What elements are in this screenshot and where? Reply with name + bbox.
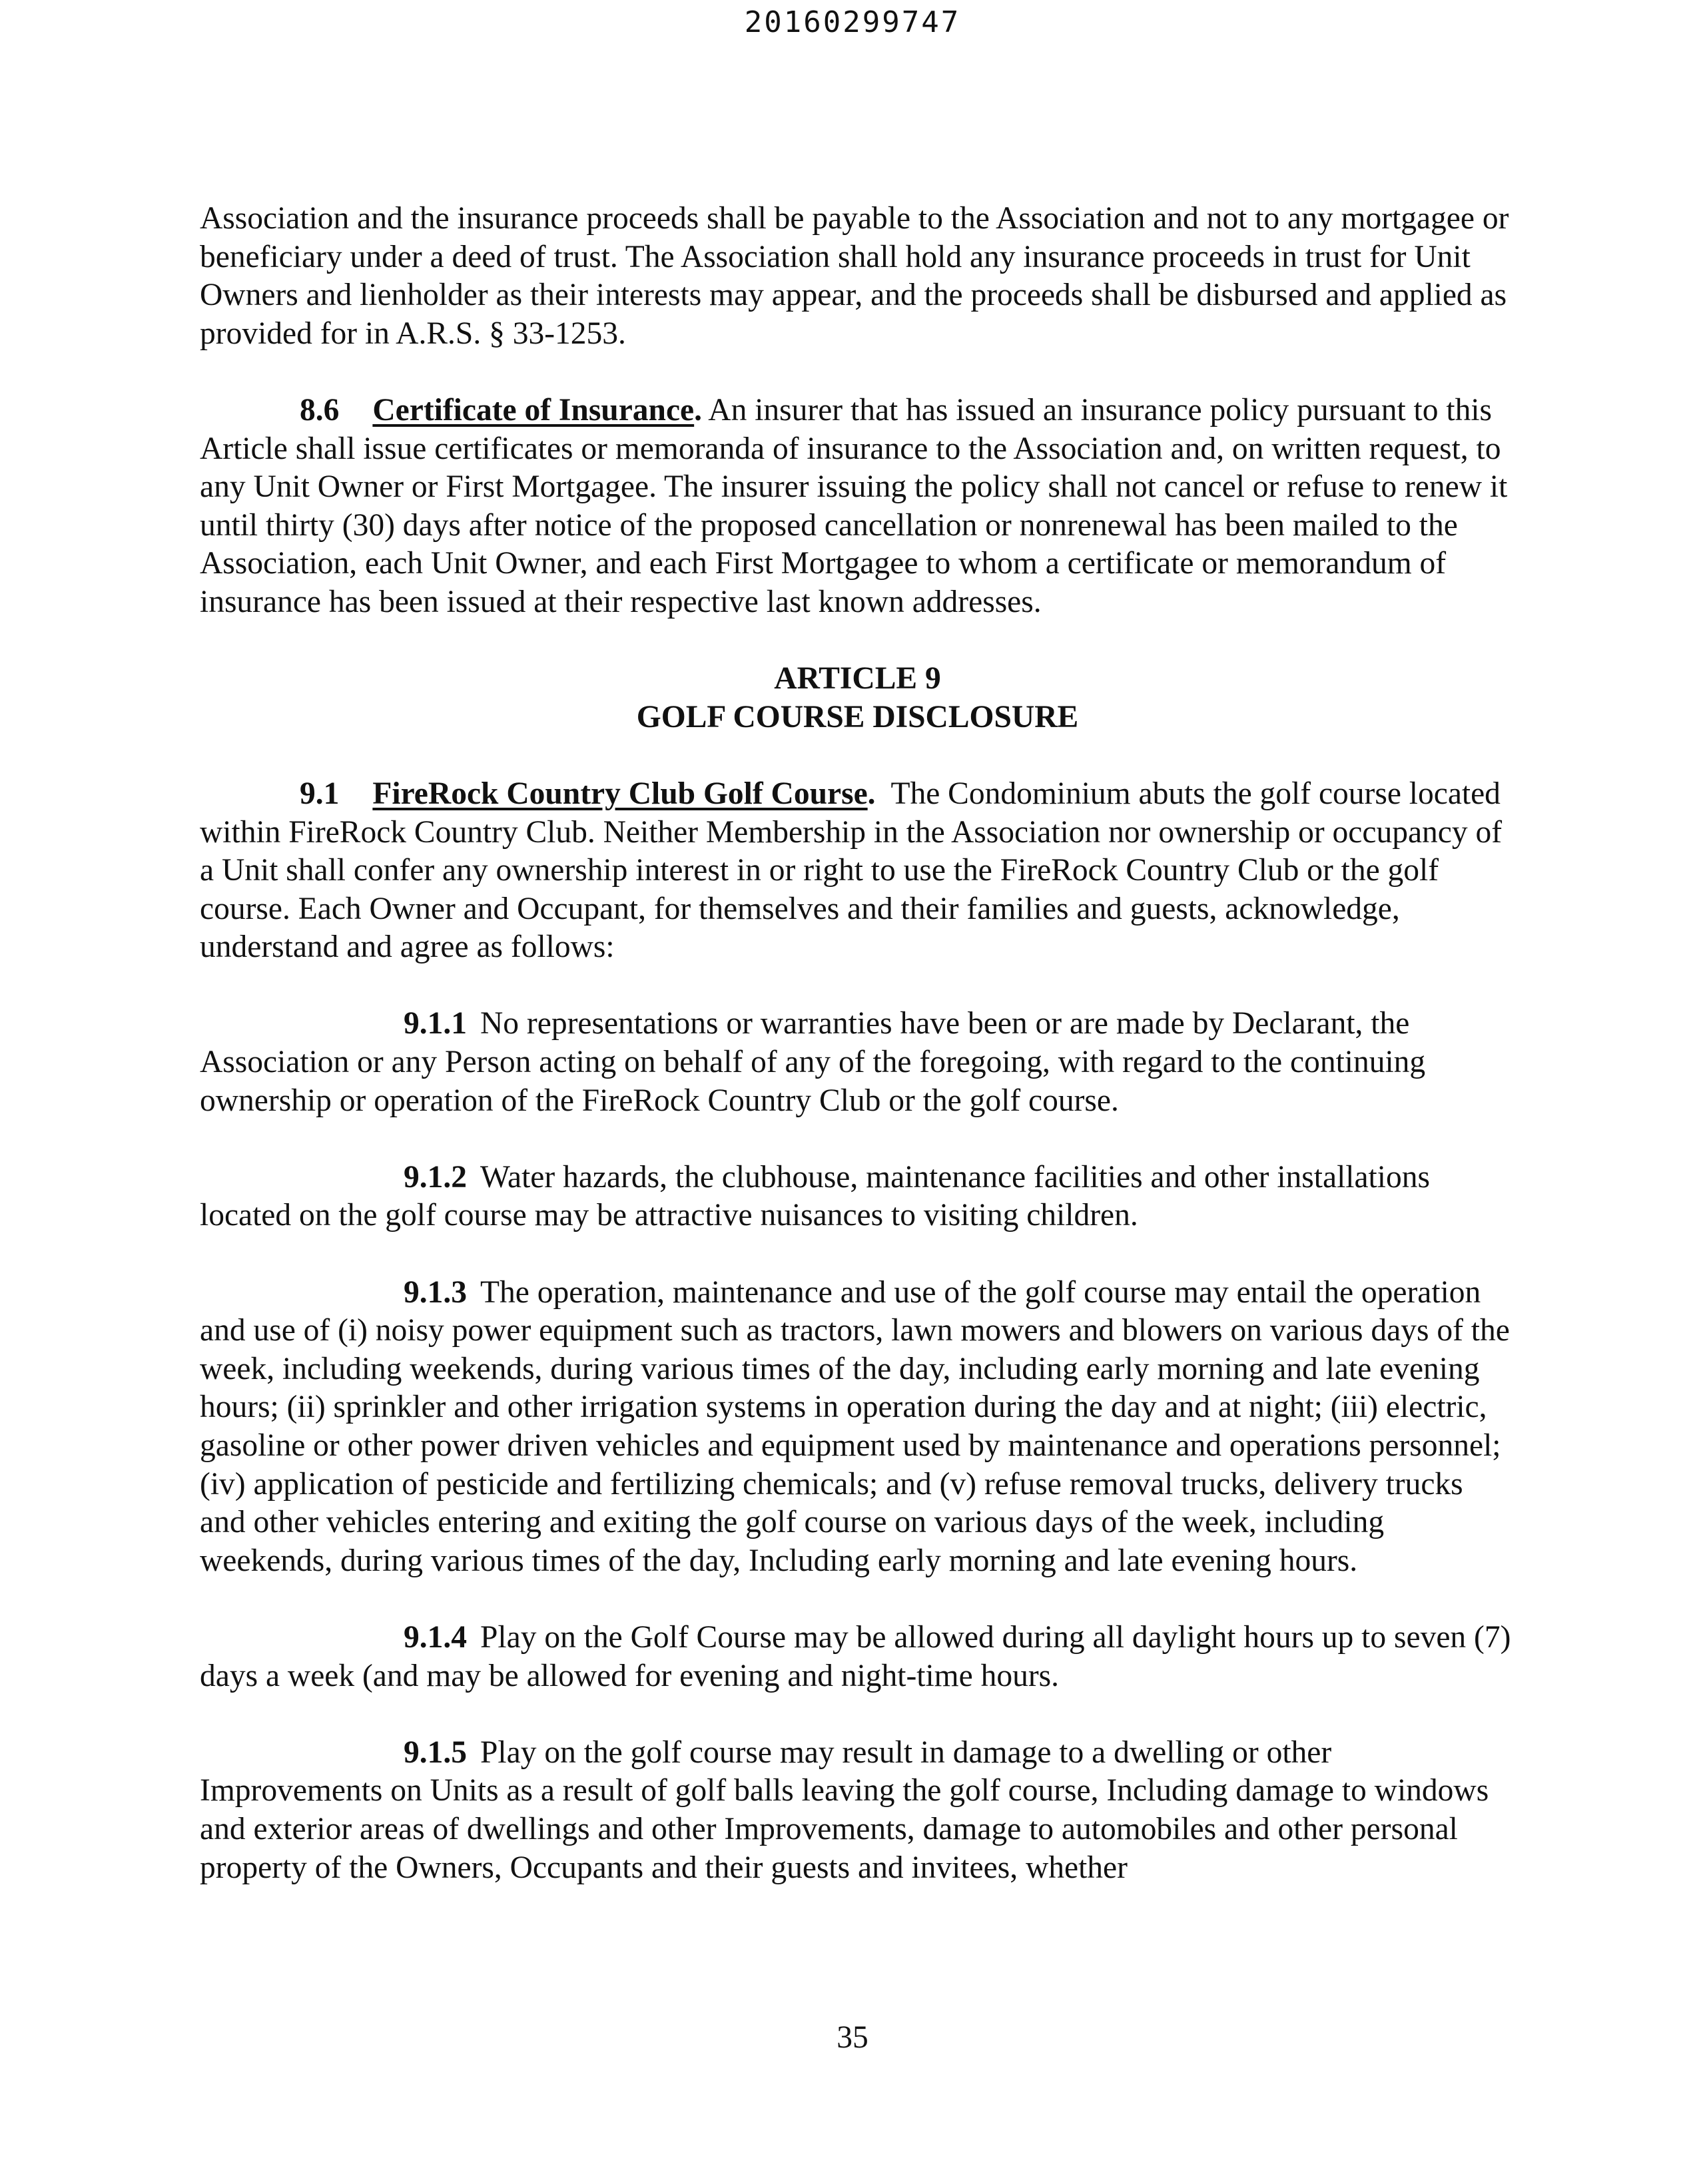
section-text: The Condominium abuts the golf course located within FireRock Country Club. Neither Membership in the Association nor ownership or occupancy of a Unit shall confer any ownership interest in or right to use the FireRock Country Club or the golf course. Each Owner and Occupant, for themselves and their families and guests, acknowledge, understand and agree as follows: (200, 776, 1503, 965)
subsection-9-1-5 (200, 1734, 1515, 1887)
subsection-text: Play on the golf course may result in damage to a dwelling or other Improvements on Units as a result of golf balls leaving the golf course, Including damage to windows and exterior areas of dwellings and other Improvements, damage to automobiles and other personal property of the Owners, Occupants and their guests and invitees, whether (200, 1735, 1489, 1885)
subsection-number: 9.1.4 (404, 1619, 467, 1655)
subsection-text: Water hazards, the clubhouse, maintenance facilities and other installations located on the golf course may be attractive nuisances to visiting children. (200, 1159, 1430, 1233)
subsection-9-1-4 (200, 1619, 1515, 1695)
subsection-number: 9.1.3 (404, 1274, 467, 1310)
subsection-9-1-2 (200, 1159, 1515, 1235)
section-9-1: 9.1 FireRock Country Club Golf Course. The Condominium abuts the golf course located within FireRock Country Club. Neither Membership in the Association nor ownership or occupancy of a Unit shall confer any ownership interest in or right to use the FireRock Country Club or the golf course. Each Owner and Occupant, for themselves and their families and guests, acknowledge, understand and agree as follows: (200, 776, 1503, 965)
subsection-text: The operation, maintenance and use of the golf course may entail the operation and use of (i) noisy power equipment such as tractors, lawn mowers and blowers on various days of the week, including weekends, during various times of the day, including early morning and late evening hours; (ii) sprinkler and other irrigation systems in operation during the day and at night; (iii) electric, gasoline or other power driven vehicles and equipment used by maintenance and operations personnel; (iv) application of pesticide and fertilizing chemicals; and (v) refuse removal trucks, delivery trucks and other vehicles entering and exiting the golf course on various days of the week, including weekends, during various times of the day, Including early morning and late evening hours. (200, 1274, 1510, 1578)
subsection-9-1-3 (200, 1274, 1515, 1581)
document-number: 20160299747 (744, 5, 961, 39)
subsection-number: 9.1.2 (404, 1159, 467, 1195)
article-label: ARTICLE 9 (774, 661, 941, 696)
page-number: 35 (837, 2020, 868, 2055)
subsection-9-1-1 (200, 1005, 1515, 1120)
continuation-paragraph: Association and the insurance proceeds shall be payable to the Association and not to any mortgagee or beneficiary under a deed of trust. The Association shall hold any insurance proceeds in trust for Unit Owners and lienholder as their interests may appear, and the proceeds shall be disbursed and applied as provided for in A.R.S. § 33-1253. (200, 201, 1509, 351)
article-header (200, 660, 1515, 736)
section-text: An insurer that has issued an insurance policy pursuant to this Article shall issue certificates or memoranda of insurance to the Association and, on written request, to any Unit Owner or First Mortgagee. The insurer issuing the policy shall not cancel or refuse to renew it until thirty (30) days after notice of the proposed cancellation or nonrenewal has been mailed to the Association, each Unit Owner, and each First Mortgagee to whom a certificate or memorandum of insurance has been issued at their respective last known addresses. (200, 392, 1508, 619)
article-title: GOLF COURSE DISCLOSURE (636, 699, 1079, 734)
subsection-number: 9.1.5 (404, 1735, 467, 1770)
subsection-text: Play on the Golf Course may be allowed during all daylight hours up to seven (7) days a week (and may be allowed for evening and night-time hours. (200, 1619, 1511, 1693)
section-number: 8.6 (300, 392, 340, 427)
document-body (200, 200, 1515, 1926)
section-heading: Certificate of Insurance (372, 392, 695, 427)
subsection-text: No representations or warranties have been or are made by Declarant, the Association or any Person acting on behalf of any of the foregoing, with regard to the continuing ownership or operation of the FireRock Country Club or the golf course. (200, 1006, 1426, 1118)
section-number: 9.1 (300, 776, 340, 811)
subsection-number: 9.1.1 (404, 1006, 467, 1041)
section-heading: FireRock Country Club Golf Course (372, 776, 868, 811)
section-8-6: 8.6 Certificate of Insurance. An insurer that has issued an insurance policy pursuant to this Article shall issue certificates or memoranda of insurance to the Association and, on written request, to any Unit Owner or First Mortgagee. The insurer issuing the policy shall not cancel or refuse to renew it until thirty (30) days after notice of the proposed cancellation or nonrenewal has been mailed to the Association, each Unit Owner, and each First Mortgagee to whom a certificate or memorandum of insurance has been issued at their respective last known addresses. (200, 392, 1508, 619)
